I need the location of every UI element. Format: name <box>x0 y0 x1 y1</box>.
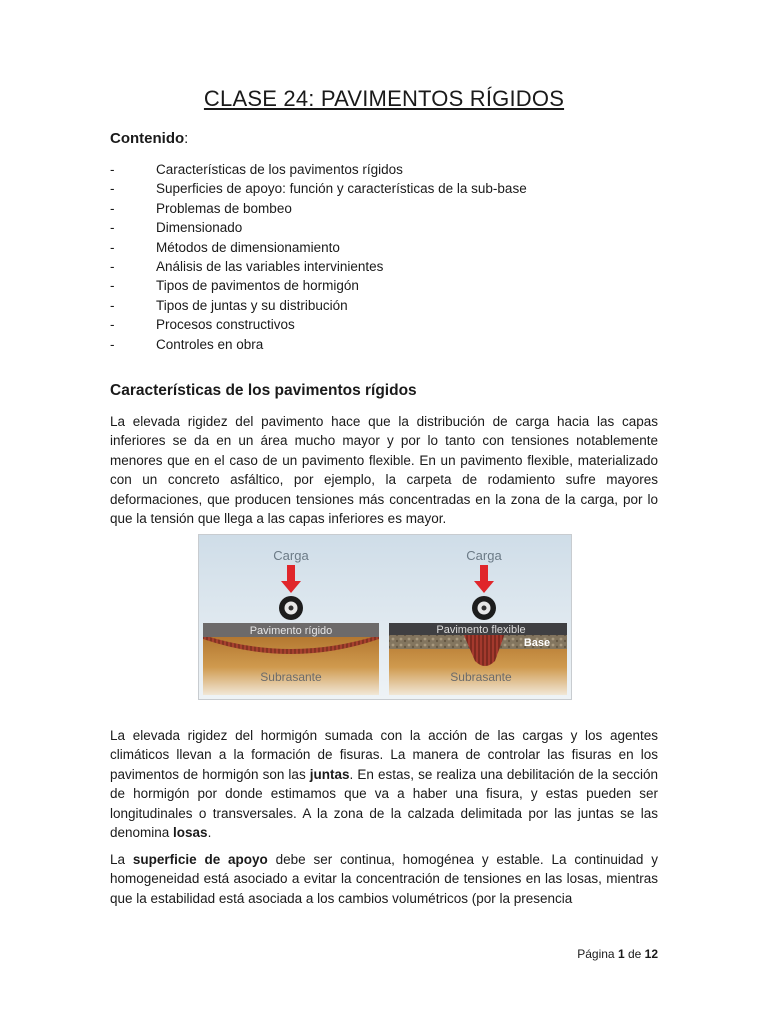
contents-colon: : <box>184 130 189 147</box>
subgrade-label-left: Subrasante <box>260 670 322 684</box>
list-item-text: Análisis de las variables intervinientes <box>156 258 384 274</box>
base-label: Base <box>523 637 551 649</box>
paragraph-joints <box>110 726 658 842</box>
page-title: CLASE 24: PAVIMENTOS RÍGIDOS <box>203 86 565 111</box>
list-item: - Características de los pavimentos rígidos <box>110 162 403 177</box>
list-item: - Procesos constructivos <box>110 317 295 333</box>
list-item: - Superficies de apoyo: función y características de la sub-base <box>110 181 527 197</box>
text-run: . En estas, se realiza una debilitación de la sección de hormigón por donde estimamos que va a haber una fisura, y estas pueden ser longitudinales o transversales. A la zona de la calzada delimitada por las juntas se las denomina <box>110 766 658 841</box>
text-run: . <box>207 825 212 841</box>
total-pages: 12 <box>644 947 658 961</box>
list-item-text: Dimensionado <box>156 220 243 236</box>
contents-heading <box>110 130 188 147</box>
wheel-icon <box>279 596 303 620</box>
list-item: - Análisis de las variables intervinientes <box>110 258 384 274</box>
flexible-layer-label: Pavimento flexible <box>436 624 526 636</box>
contents-label: Contenido <box>110 130 185 147</box>
paragraph-support-surface <box>110 850 658 908</box>
text-run: debe ser continua, homogénea y estable. La continuidad y homogeneidad está asociado a evitar la concentración de tensiones en las losas, mientras que la estabilidad está asociada a los cambios volumétricos (por la presencia <box>110 852 658 906</box>
term-juntas: juntas <box>309 766 350 782</box>
list-item: - Tipos de juntas y su distribución <box>110 297 348 313</box>
subgrade-label-right: Subrasante <box>450 670 512 684</box>
load-label-right: Carga <box>466 548 502 563</box>
pavement-comparison-figure <box>198 534 572 700</box>
page-footer <box>577 947 658 961</box>
text-run: La elevada rigidez del hormigón sumada con la acción de las cargas y los agentes climáticos llevan a la formación de fisuras. La manera de controlar las fisuras en los pavimentos de hormigón son las <box>110 728 658 782</box>
load-label-left: Carga <box>273 548 309 563</box>
rigid-layer-label: Pavimento rígido <box>249 625 333 637</box>
list-item-text: Procesos constructivos <box>156 317 295 333</box>
footer-mid: de <box>624 947 645 961</box>
list-item-text: Tipos de juntas y su distribución <box>156 297 348 313</box>
list-item-text: Tipos de pavimentos de hormigón <box>156 278 359 294</box>
current-page-number: 1 <box>617 947 625 961</box>
list-item: - Dimensionado <box>110 220 243 236</box>
list-item-text: Controles en obra <box>156 336 264 352</box>
list-item: - Problemas de bombeo <box>110 200 292 216</box>
list-item-text: Características de los pavimentos rígidos <box>156 162 403 177</box>
footer-prefix: Página <box>577 947 618 961</box>
list-item-text: Problemas de bombeo <box>156 200 292 216</box>
wheel-icon <box>472 596 496 620</box>
contents-list <box>110 160 527 354</box>
paragraph-rigidity: La elevada rigidez del pavimento hace que la distribución de carga hacia las capas inferiores se da en un área mucho mayor y por lo tanto con tensiones notablemente menores que en el caso de un pavimento flexible. En un pavimento flexible, materializado con un concreto asfáltico, por ejemplo, la carpeta de rodamiento sufre mayores deformaciones, que producen tensiones más concentradas en la zona de la carga, por lo que la tensión que llega a las capas inferiores es mayor. <box>110 414 658 527</box>
list-item-text: Superficies de apoyo: función y características de la sub-base <box>156 181 527 197</box>
term-support-surface: superficie de apoyo <box>132 852 268 867</box>
term-losas: losas <box>173 825 208 841</box>
section-heading: Características de los pavimentos rígidos <box>110 382 417 399</box>
list-item-text: Métodos de dimensionamiento <box>156 239 340 255</box>
list-item: - Tipos de pavimentos de hormigón <box>110 278 359 294</box>
list-item: - Controles en obra <box>110 336 264 352</box>
list-item: - Métodos de dimensionamiento <box>110 239 340 255</box>
text-run: La <box>110 852 133 867</box>
